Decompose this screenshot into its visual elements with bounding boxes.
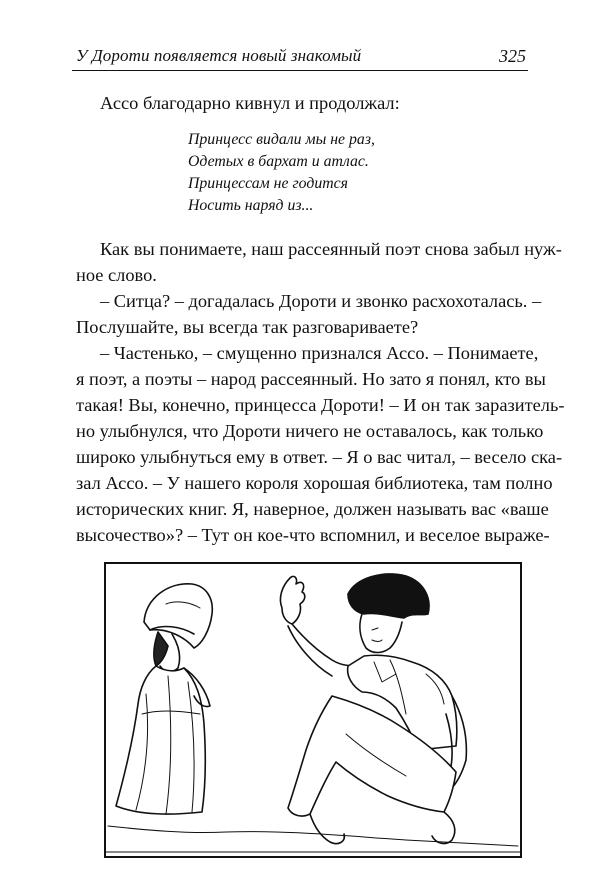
body-line: Послушайте, вы всегда так разговариваете?: [76, 317, 419, 337]
verse-line: Одетых в бархат и атлас.: [188, 153, 369, 170]
body-line: – Частенько, – смущенно признался Ассо. – Понимаете,: [100, 343, 539, 363]
verse-line: Носить наряд из...: [188, 197, 314, 214]
illustration: [104, 562, 522, 858]
body-line: широко улыбнуться ему в ответ. – Я о вас читал, – весело ска-: [76, 447, 563, 467]
body-line: ное слово.: [76, 265, 157, 285]
girl-bonnet: [144, 584, 212, 648]
body-line: – Ситца? – догадалась Дороти и звонко расхохоталась. –: [100, 291, 542, 311]
running-header: [72, 46, 528, 71]
body-line: но улыбнулся, что Дороти ничего не оставалось, как только: [76, 421, 544, 441]
girl-dress: [116, 666, 205, 814]
body-line: такая! Вы, конечно, принцесса Дороти! – И он так заразитель-: [76, 395, 565, 415]
body-line: Как вы понимаете, наш рассеянный поэт снова забыл нуж-: [100, 239, 562, 259]
verse-line: Принцессам не годится: [188, 175, 348, 192]
illustration-drawing: [106, 564, 520, 856]
body-line: исторических книг. Я, наверное, должен называть вас «ваше: [76, 499, 549, 519]
boy-raised-hand: [280, 576, 304, 624]
running-title: У Дороти появляется новый знакомый: [76, 46, 362, 65]
body-line: зал Ассо. – У нашего короля хорошая библиотека, там полно: [76, 473, 553, 493]
boy-hair: [348, 574, 429, 618]
body-line: высочество»? – Тут он кое-что вспомнил, и веселое выраже-: [76, 525, 550, 545]
girl-hair: [154, 632, 168, 666]
intro-line: Ассо благодарно кивнул и продолжал:: [100, 93, 400, 113]
page-number: 325: [499, 46, 526, 66]
verse-line: Принцесс видали мы не раз,: [188, 131, 375, 148]
body-line: я поэт, а поэты – народ рассеянный. Но зато я понял, кто вы: [76, 369, 546, 389]
